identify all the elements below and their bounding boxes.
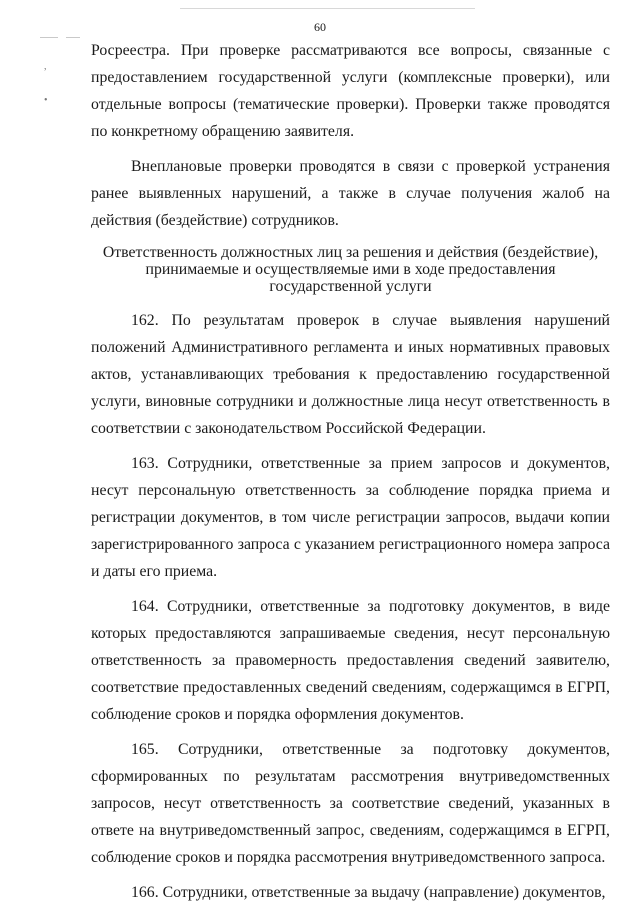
document-body [91,37,610,906]
clause-163: 163. Сотрудники, ответственные за прием запросов и документов, несут персональную ответственность за соблюдение порядка приема и регистрации документов, в том числе регистрации запросов, выдачи копии зарегистрированного запроса с указанием регистрационного номера запроса и даты его приема. [91,455,610,580]
margin-mark: , [44,61,47,72]
paragraph-continuation: Росреестра. При проверке рассматриваются все вопросы, связанные с предоставлением государственной услуги (комплексные проверки), или отдельные вопросы (тематические проверки). Проверки также проводятся по конкретному обращению заявителя. [91,42,610,140]
clause-164: 164. Сотрудники, ответственные за подготовку документов, в виде которых предоставляются запрашиваемые сведения, несут персональную ответственность за правомерность предоставления сведений заявителю, соответствие предоставленных сведений сведениям, содержащимся в ЕГРП, соблюдение сроков и порядка оформления документов. [91,598,610,723]
clause-165: 165. Сотрудники, ответственные за подготовку документов, сформированных по результатам рассмотрения внутриведомственных запросов, несут ответственность за соответствие сведений, указанных в ответе на внутриведомственный запрос, сведениям, содержащимся в ЕГРП, соблюдение сроков и порядка рассмотрения внутриведомственного запроса. [91,741,610,866]
clause-166: 166. Сотрудники, ответственные за выдачу (направление) документов, [131,884,606,901]
scan-margin-tick [66,37,80,38]
section-heading-line: Ответственность должностных лиц за решения и действия (бездействие), [102,244,599,261]
clause-162: 162. По результатам проверок в случае выявления нарушений положений Административного регламента и иных нормативных правовых актов, устанавливающих требования к предоставлению государственной услуги, виновные сотрудники и должностные лица несут ответственность в соответствии с законодательством Российской Федерации. [91,312,610,437]
paragraph-unscheduled-checks: Внеплановые проверки проводятся в связи с проверкой устранения ранее выявленных нарушений, а также в случае получения жалоб на действия (бездействие) сотрудников. [91,158,610,229]
scan-edge-line [180,8,475,9]
section-heading [91,244,610,295]
scan-margin-tick [40,37,58,38]
section-heading-line: государственной услуги [269,278,432,295]
section-heading-line: принимаемые и осуществляемые ими в ходе предоставления [145,261,556,278]
margin-mark: • [44,95,48,106]
page-number: 60 [314,20,326,34]
